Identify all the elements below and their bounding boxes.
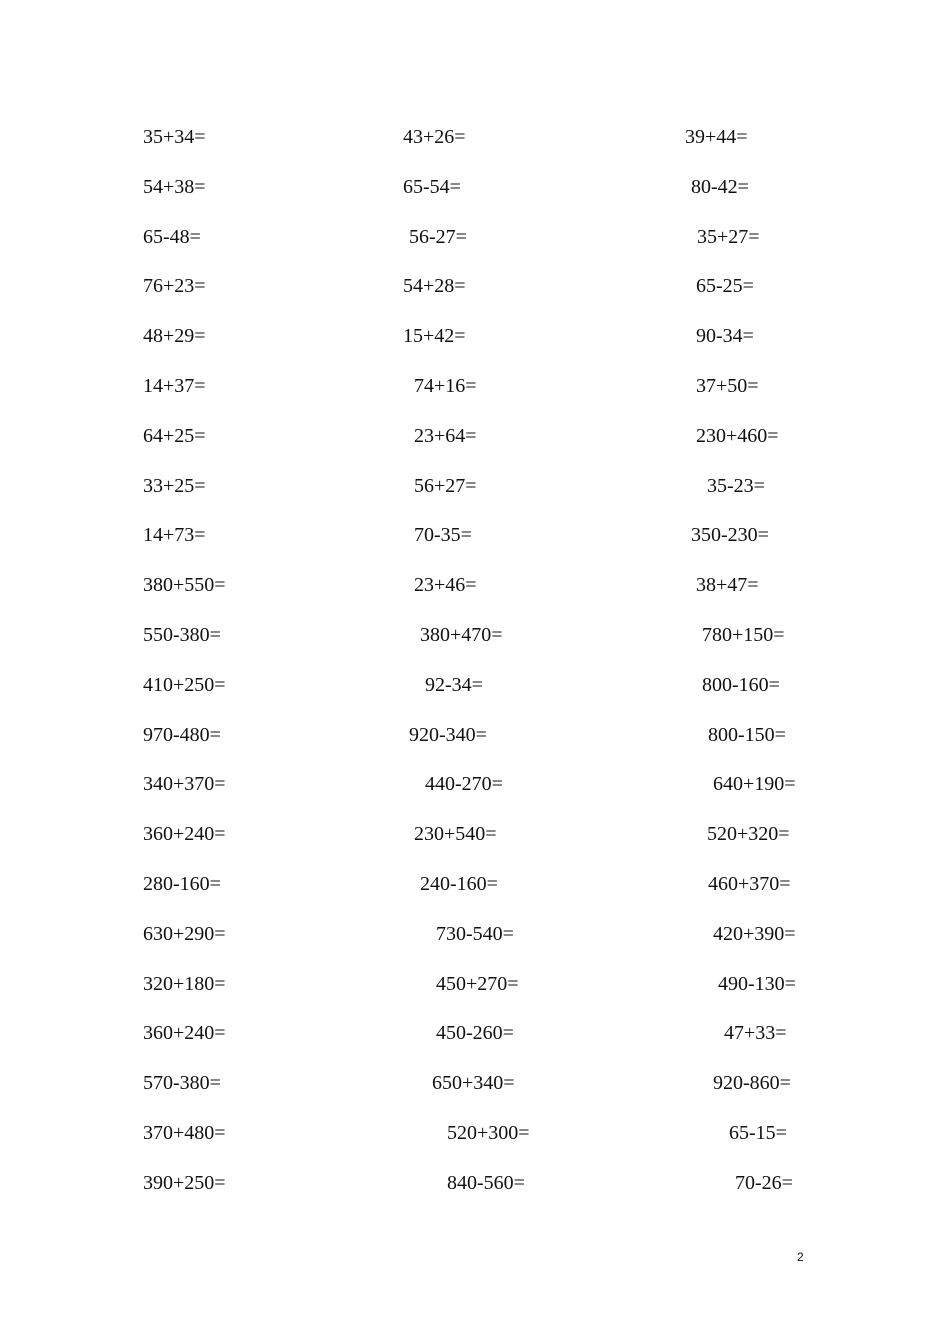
problem-row	[0, 1068, 950, 1098]
problem-row	[0, 670, 950, 700]
problem-row	[0, 570, 950, 600]
arithmetic-problem-right: 800-150=	[708, 723, 786, 746]
problem-row	[0, 520, 950, 550]
arithmetic-problem-left: 48+29=	[143, 325, 206, 348]
problem-row	[0, 1118, 950, 1148]
arithmetic-problem-right: 35+27=	[697, 225, 760, 248]
problem-row	[0, 919, 950, 949]
arithmetic-problem-right: 520+320=	[707, 823, 790, 846]
problem-row	[0, 969, 950, 999]
problem-row	[0, 819, 950, 849]
arithmetic-problem-middle: 43+26=	[403, 126, 466, 148]
problem-row	[0, 421, 950, 451]
arithmetic-problem-middle: 840-560=	[447, 1171, 525, 1194]
problem-row	[0, 720, 950, 750]
arithmetic-problem-right: 80-42=	[691, 175, 749, 198]
arithmetic-problem-left: 550-380=	[143, 624, 221, 646]
arithmetic-problem-left: 360+240=	[143, 823, 226, 846]
arithmetic-problem-right: 350-230=	[691, 524, 769, 547]
arithmetic-problem-right: 39+44=	[685, 126, 748, 148]
arithmetic-problem-left: 410+250=	[143, 673, 226, 696]
arithmetic-problem-left: 360+240=	[143, 1022, 226, 1045]
arithmetic-problem-left: 390+250=	[143, 1171, 226, 1194]
page-number: 2	[797, 1250, 804, 1264]
arithmetic-problem-right: 800-160=	[702, 673, 780, 696]
problem-row	[0, 172, 950, 202]
arithmetic-problem-right: 65-15=	[729, 1122, 787, 1144]
arithmetic-problem-right: 38+47=	[696, 574, 759, 597]
arithmetic-problem-right: 640+190=	[713, 773, 796, 796]
problem-row	[0, 122, 950, 152]
arithmetic-problem-right: 780+150=	[702, 624, 785, 646]
problem-row	[0, 769, 950, 799]
arithmetic-problem-middle: 54+28=	[403, 275, 466, 298]
arithmetic-problem-middle: 74+16=	[414, 375, 477, 397]
arithmetic-problem-left: 570-380=	[143, 1072, 221, 1095]
arithmetic-problem-middle: 730-540=	[436, 922, 514, 945]
problem-row	[0, 869, 950, 899]
arithmetic-problem-middle: 240-160=	[420, 873, 498, 895]
arithmetic-problem-left: 14+73=	[143, 524, 206, 547]
arithmetic-problem-left: 630+290=	[143, 922, 226, 945]
arithmetic-problem-right: 490-130=	[718, 972, 796, 995]
arithmetic-problem-left: 33+25=	[143, 474, 206, 497]
arithmetic-problem-right: 460+370=	[708, 873, 791, 895]
problem-row	[0, 321, 950, 351]
arithmetic-problem-left: 280-160=	[143, 873, 221, 895]
arithmetic-problem-right: 35-23=	[707, 474, 765, 497]
arithmetic-problem-left: 64+25=	[143, 424, 206, 447]
arithmetic-problem-right: 920-860=	[713, 1072, 791, 1095]
arithmetic-problem-middle: 520+300=	[447, 1122, 530, 1144]
problem-row	[0, 222, 950, 252]
arithmetic-problem-middle: 92-34=	[425, 673, 483, 696]
arithmetic-problem-left: 35+34=	[143, 126, 206, 148]
arithmetic-problem-right: 65-25=	[696, 275, 754, 298]
arithmetic-problem-left: 340+370=	[143, 773, 226, 796]
arithmetic-problem-middle: 920-340=	[409, 723, 487, 746]
problem-row	[0, 1168, 950, 1198]
arithmetic-problem-right: 37+50=	[696, 375, 759, 397]
problem-row	[0, 471, 950, 501]
arithmetic-problem-right: 70-26=	[735, 1171, 793, 1194]
arithmetic-problem-middle: 450+270=	[436, 972, 519, 995]
arithmetic-problem-left: 320+180=	[143, 972, 226, 995]
problem-row	[0, 271, 950, 301]
arithmetic-problem-middle: 70-35=	[414, 524, 472, 547]
arithmetic-problem-middle: 56+27=	[414, 474, 477, 497]
arithmetic-problem-left: 76+23=	[143, 275, 206, 298]
arithmetic-problem-middle: 450-260=	[436, 1022, 514, 1045]
arithmetic-problem-left: 14+37=	[143, 375, 206, 397]
arithmetic-problem-left: 970-480=	[143, 723, 221, 746]
arithmetic-problem-middle: 380+470=	[420, 624, 503, 646]
arithmetic-problem-middle: 56-27=	[409, 225, 467, 248]
arithmetic-problem-right: 47+33=	[724, 1022, 787, 1045]
arithmetic-problem-middle: 65-54=	[403, 175, 461, 198]
arithmetic-problem-middle: 15+42=	[403, 325, 466, 348]
arithmetic-problem-middle: 440-270=	[425, 773, 503, 796]
arithmetic-problem-left: 54+38=	[143, 175, 206, 198]
arithmetic-problem-right: 90-34=	[696, 325, 754, 348]
arithmetic-problem-left: 380+550=	[143, 574, 226, 597]
arithmetic-problem-right: 420+390=	[713, 922, 796, 945]
arithmetic-problem-middle: 23+64=	[414, 424, 477, 447]
arithmetic-problem-middle: 650+340=	[432, 1072, 515, 1095]
arithmetic-problem-left: 65-48=	[143, 225, 201, 248]
arithmetic-problem-middle: 230+540=	[414, 823, 497, 846]
problem-row	[0, 1018, 950, 1048]
problem-row	[0, 620, 950, 650]
arithmetic-problem-right: 230+460=	[696, 424, 779, 447]
arithmetic-problem-left: 370+480=	[143, 1122, 226, 1144]
problem-row	[0, 371, 950, 401]
arithmetic-problem-middle: 23+46=	[414, 574, 477, 597]
